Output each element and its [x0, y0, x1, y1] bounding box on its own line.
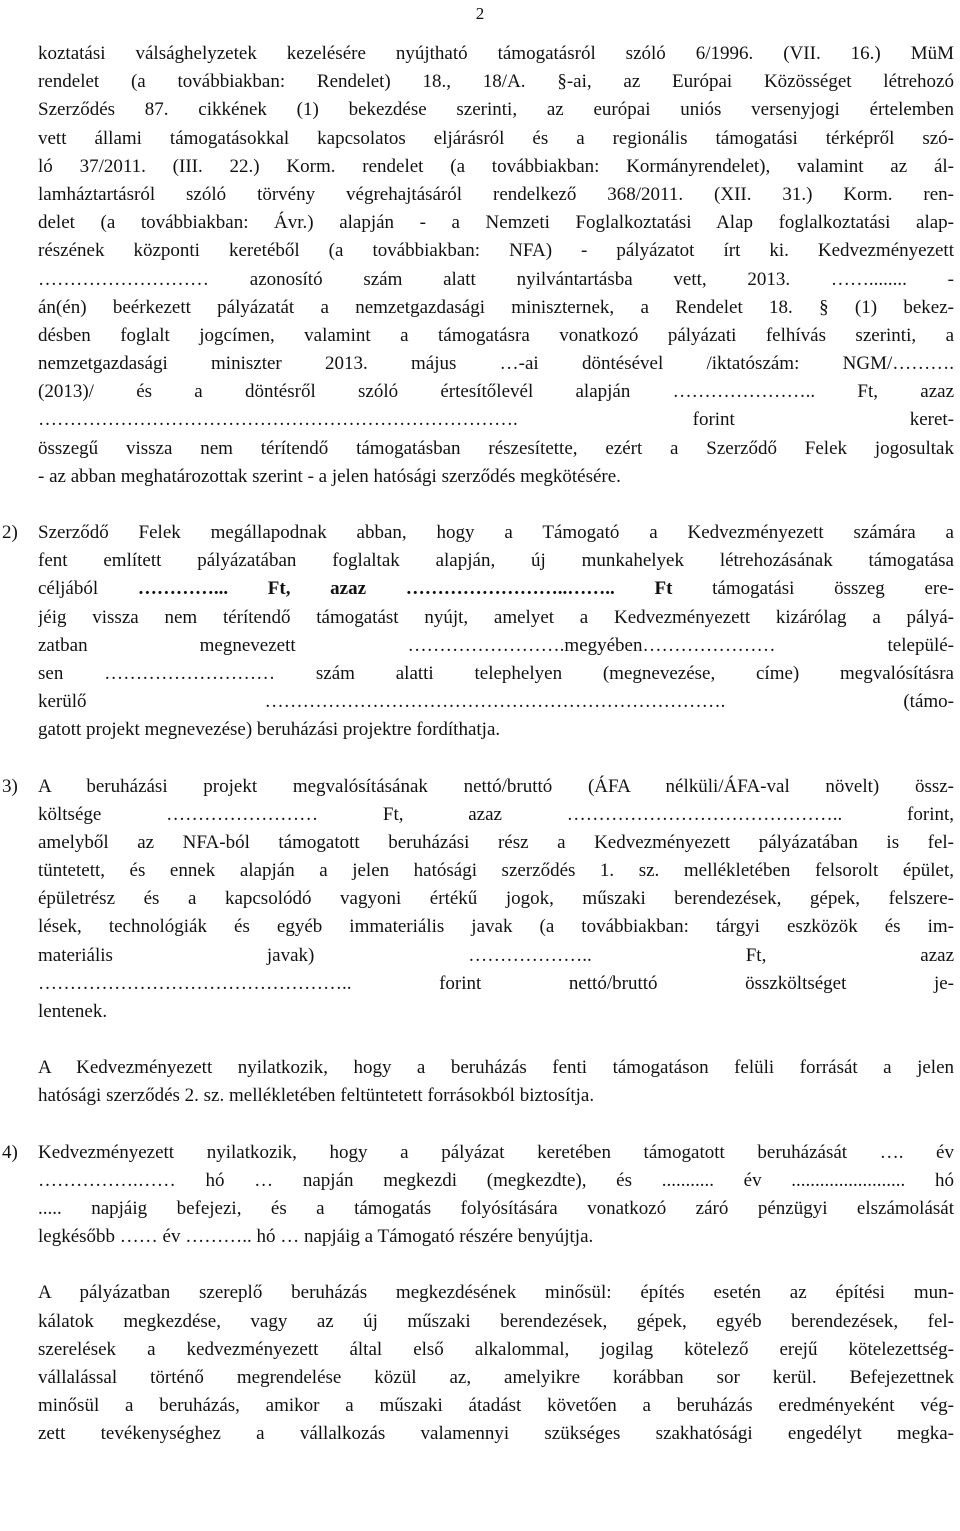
section-number: 3): [2, 775, 18, 797]
text-line: désben foglalt jogcímen, valamint a támogatásra vonatkozó pályázati felhívás szerinti, a: [38, 324, 954, 346]
text-line: minősül a beruházás, amikor a műszaki átadást követően a beruházás eredményeként vég-: [38, 1395, 954, 1417]
section-number: 4): [2, 1141, 18, 1163]
text-line: A beruházási projekt megvalósításának nettó/bruttó (ÁFA nélküli/ÁFA-val növelt) össz-: [38, 775, 954, 797]
text-line: - az abban meghatározottak szerint - a jelen hatósági szerződés megkötésére.: [38, 465, 621, 487]
amount-placeholder: …………... Ft, azaz ……………………..…….. Ft: [137, 578, 673, 600]
intro-paragraph: [38, 40, 954, 491]
text-line: vett állami támogatásokkal kapcsolatos eljárásról és a regionális támogatási térképről szó-: [38, 127, 954, 149]
text-line: Szerződés 87. cikkének (1) bekezdése szerinti, az európai uniós versenyjogi értelemben: [38, 99, 954, 121]
text-line: …………….…… hó … napján megkezdi (megkezdte), és ........... év ........................ hó: [38, 1169, 954, 1191]
text-line: rendelet (a továbbiakban: Rendelet) 18., 18/A. §-ai, az Európai Közösséget létrehozó: [38, 71, 954, 93]
text-line: A Kedvezményezett nyilatkozik, hogy a beruházás fenti támogatáson felüli forrását a jelen: [38, 1057, 954, 1079]
text-line: gatott projekt megnevezése) beruházási projektre fordíthatja.: [38, 719, 501, 741]
section-3: [2, 773, 954, 1111]
section-4: [2, 1139, 954, 1449]
text-line: delet (a továbbiakban: Ávr.) alapján - a Nemzeti Foglalkoztatási Alap foglalkoztatási alap-: [38, 212, 954, 234]
text-line: ló 37/2011. (III. 22.) Korm. rendelet (a továbbiakban: Kormányrendelet), valamint az ál-: [38, 155, 954, 177]
document-body: [2, 40, 954, 1448]
text-segment: céljából: [38, 578, 138, 600]
text-line: Kedvezményezett nyilatkozik, hogy a pályázat keretében támogatott beruházását …. év: [38, 1141, 954, 1163]
text-line: amelyből az NFA-ból támogatott beruházási rész a Kedvezményezett pályázatában is fel-: [38, 831, 954, 853]
page-number: 2: [475, 4, 485, 23]
text-line: jéig vissza nem térítendő támogatást nyújt, amelyet a Kedvezményezett kizárólag a pályá-: [38, 606, 954, 628]
text-line: lamháztartásról szóló törvény végrehajtásáról rendelkező 368/2011. (XII. 31.) Korm. ren-: [38, 183, 954, 205]
text-line: kálatok megkezdése, vagy az új műszaki berendezések, gépek, egyéb berendezések, fel-: [38, 1310, 954, 1332]
text-line: ……………………… azonosító szám alatt nyilvántartásba vett, 2013. ……........ -: [38, 268, 954, 290]
section-2: [2, 519, 954, 745]
text-line: [38, 575, 954, 603]
text-line: zett tevékenységhez a vállalkozás valamennyi szükséges szakhatósági engedélyt megka-: [38, 1423, 954, 1445]
text-line: tüntetett, és ennek alapján a jelen hatósági szerződés 1. sz. mellékletében felsorolt épület,: [38, 860, 954, 882]
text-line: kerülő ………………………………………………………………. (támo-: [38, 691, 954, 713]
text-line: hatósági szerződés 2. sz. mellékletében feltüntetett forrásokból biztosítja.: [38, 1085, 595, 1107]
text-line: összegű vissza nem térítendő támogatásban részesítette, ezért a Szerződő Felek jogosultak: [38, 437, 954, 459]
text-line: (2013)/ és a döntésről szóló értesítőlevél alapján ………………….. Ft, azaz: [38, 381, 954, 403]
text-line: költsége …………………… Ft, azaz …………………………………….. forint,: [38, 803, 954, 825]
section-number: 2): [2, 522, 18, 543]
text-segment: támogatási összeg ere-: [672, 578, 954, 600]
text-line: …………………………………………………………………. forint keret-: [38, 409, 954, 431]
text-line: sen ……………………… szám alatti telephelyen (megnevezése, címe) megvalósításra: [38, 662, 954, 684]
text-line: épületrész és a kapcsolódó vagyoni értékű jogok, műszaki berendezések, gépek, felszere-: [38, 888, 954, 910]
text-line: án(én) beérkezett pályázatát a nemzetgazdasági miniszternek, a Rendelet 18. § (1) bekez-: [38, 296, 954, 318]
text-line: lések, technológiák és egyéb immateriális javak (a továbbiakban: tárgyi eszközök és im-: [38, 916, 954, 938]
text-line: koztatási válsághelyzetek kezelésére nyújtható támogatásról szóló 6/1996. (VII. 16.) MüM: [38, 43, 954, 64]
text-line: részének központi keretéből (a továbbiakban: NFA) - pályázatot írt ki. Kedvezményezett: [38, 240, 954, 262]
text-line: legkésőbb …… év ……….. hó … napjáig a Támogató részére benyújtja.: [38, 1226, 594, 1248]
text-line: ………………………………………….. forint nettó/bruttó összköltséget je-: [38, 972, 954, 994]
text-line: A pályázatban szereplő beruházás megkezdésének minősül: építés esetén az építési mun-: [38, 1282, 954, 1304]
text-line: Szerződő Felek megállapodnak abban, hogy a Támogató a Kedvezményezett számára a: [38, 522, 954, 543]
text-line: nemzetgazdasági miniszter 2013. május …-ai döntésével /iktatószám: NGM/……….: [38, 353, 954, 375]
text-line: lentenek.: [38, 1001, 108, 1022]
text-line: ..... napjáig befejezi, és a támogatás folyósítására vonatkozó záró pénzügyi elszámolását: [38, 1197, 954, 1219]
text-line: fent említett pályázatában foglaltak alapján, új munkahelyek létrehozásának támogatása: [38, 550, 954, 572]
text-line: vállalással történő megrendelése közül az, amelyikre korábban sor kerül. Befejezettnek: [38, 1366, 954, 1388]
text-line: materiális javak) ……………….. Ft, azaz: [38, 944, 954, 966]
text-line: zatban megnevezett …………………….megyében………………… települé-: [38, 634, 954, 656]
text-line: szerelések a kedvezményezett által első alkalommal, jogilag kötelező erejű kötelezettség-: [38, 1338, 954, 1360]
